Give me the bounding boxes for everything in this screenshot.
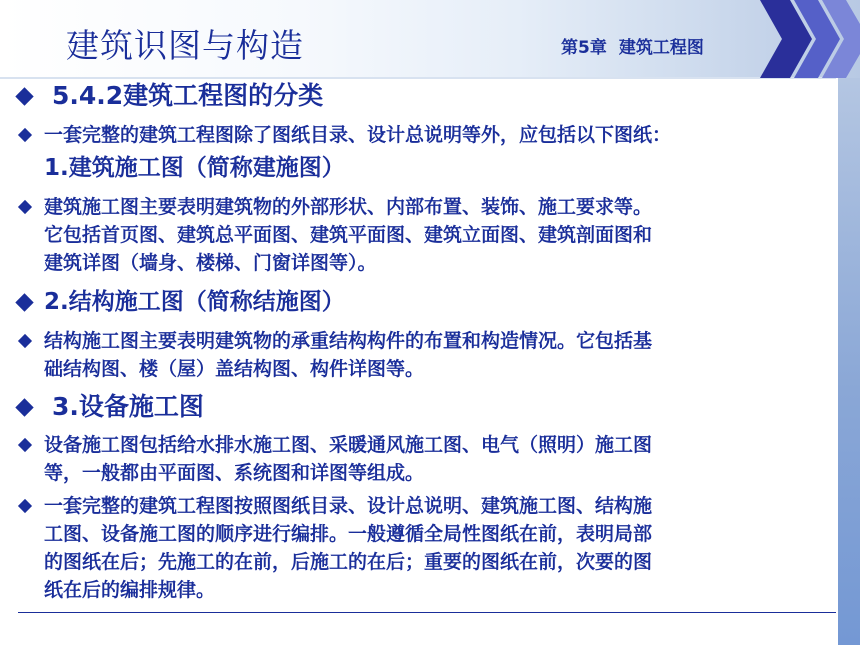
item1-desc-line: 建筑详图（墙身、楼梯、门窗详图等）。 (44, 252, 377, 274)
header-divider (0, 77, 836, 79)
closing-line: 一套完整的建筑工程图按照图纸目录、设计总说明、建筑施工图、结构施 (44, 495, 653, 517)
section-heading: 5.4.2建筑工程图的分类 (52, 81, 324, 110)
bullet-icon (18, 128, 32, 142)
course-title: 建筑识图与构造 (66, 26, 304, 65)
right-side-strip (838, 78, 860, 645)
chevron-decoration-icon (760, 0, 860, 78)
bullet-icon (18, 200, 32, 214)
bullet-icon (18, 438, 32, 452)
bullet-icon (15, 398, 33, 416)
item1-title: 1.建筑施工图（简称建施图） (44, 155, 345, 181)
item3-title: 3.设备施工图 (52, 392, 204, 421)
bullet-icon (18, 334, 32, 348)
item2-desc-line: 结构施工图主要表明建筑物的承重结构构件的布置和构造情况。它包括基 (44, 330, 653, 352)
item3-desc-line: 设备施工图包括给水排水施工图、采暖通风施工图、电气（照明）施工图 (44, 434, 653, 456)
intro-text: 一套完整的建筑工程图除了图纸目录、设计总说明等外，应包括以下图纸： (44, 124, 672, 146)
footer-divider (18, 612, 836, 613)
bullet-icon (15, 293, 33, 311)
item1-desc-line: 它包括首页图、建筑总平面图、建筑平面图、建筑立面图、建筑剖面图和 (44, 224, 653, 246)
chapter-label (561, 33, 704, 58)
item3-desc-line: 等，一般都由平面图、系统图和详图等组成。 (44, 462, 425, 484)
chapter-number: 第5章 (561, 38, 607, 58)
chapter-title: 建筑工程图 (618, 38, 704, 58)
closing-line: 的图纸在后；先施工的在前，后施工的在后；重要的图纸在前，次要的图 (44, 551, 653, 573)
bullet-icon (18, 499, 32, 513)
closing-line: 工图、设备施工图的顺序进行编排。一般遵循全局性图纸在前，表明局部 (44, 523, 653, 545)
bullet-icon (15, 87, 33, 105)
item2-title: 2.结构施工图（简称结施图） (44, 289, 345, 315)
item2-desc-line: 础结构图、楼（屋）盖结构图、构件详图等。 (44, 358, 425, 380)
closing-line: 纸在后的编排规律。 (44, 579, 216, 601)
item1-desc-line: 建筑施工图主要表明建筑物的外部形状、内部布置、装饰、施工要求等。 (44, 196, 653, 218)
